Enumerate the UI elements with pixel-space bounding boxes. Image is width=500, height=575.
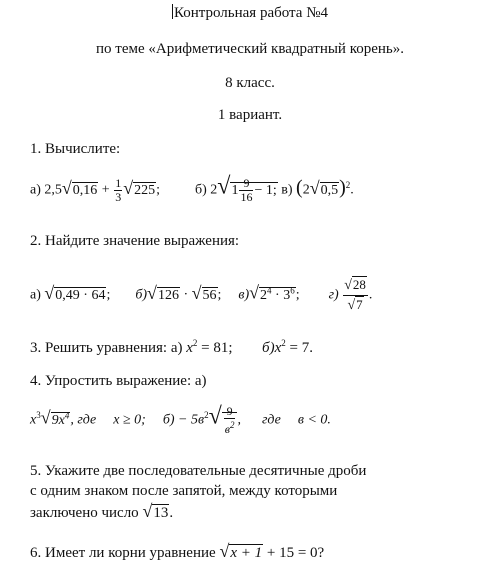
doc-topic: по теме «Арифметический квадратный корень». — [96, 41, 404, 57]
task1-c-rad: 0,5 — [320, 182, 339, 198]
task4-b-denpow: 2 — [229, 420, 235, 430]
task6-rest: + 15 = 0? — [263, 545, 325, 561]
task4-a-cond2: x ≥ 0; — [113, 412, 146, 428]
task2-d-den: 7 — [356, 297, 363, 312]
task2-d-prefix: г) — [328, 287, 339, 303]
task3-line — [30, 334, 313, 357]
task2-d-num: 28 — [352, 277, 366, 292]
task1-a-radical1: √0,16 — [61, 177, 98, 198]
task2-c-base1: 2 — [260, 287, 268, 303]
task1-b-prefix: б) — [194, 182, 207, 198]
task2-b-radical1: √126 — [147, 282, 179, 303]
task2-b-prefix: б) — [135, 287, 148, 303]
task2-c-radical: $√2^4 \cdot 3^6$ — [249, 282, 295, 303]
task1-a-end: ; — [156, 182, 160, 198]
task2-c-prefix: в) — [238, 287, 250, 303]
doc-title-text: Контрольная работа №4 — [173, 5, 329, 21]
task2-d-den-wrap — [343, 296, 368, 315]
task1-b-fraction — [239, 177, 253, 204]
task1-a-rad2: 225 — [134, 182, 156, 198]
task5-end: . — [169, 505, 174, 521]
task2-c-end: ; — [295, 287, 300, 303]
task2-a-end: ; — [106, 287, 111, 303]
task1-label: 1. Вычислите: — [30, 141, 121, 157]
doc-title — [0, 4, 500, 22]
task4-b-den-wrap — [224, 419, 236, 436]
task4-a-xpow: 3 — [36, 410, 41, 421]
doc-variant: 1 вариант. — [217, 107, 283, 123]
task2-d-num-wrap — [343, 276, 368, 296]
task5-line3-text: заключено число — [30, 505, 139, 521]
task4-a-cond: , где — [70, 412, 97, 428]
task4-b-cond2: в < 0. — [297, 412, 331, 428]
task1-c-pow: 2 — [345, 180, 351, 190]
task3-a-rhs: = 81; — [197, 340, 233, 356]
task1-a-coef: 2,5 — [44, 182, 62, 198]
task1-b-int: 1 — [231, 182, 239, 198]
task6-radical: √x + 1 — [219, 541, 263, 561]
task5-rad: 13 — [153, 505, 169, 521]
task1-c-coef: 2 — [302, 182, 310, 198]
task5-line1: 5. Укажите две последовательные десятичные дроби — [30, 463, 367, 479]
task2-c-exp2: 6 — [290, 285, 295, 296]
task4-b-radical: √ $\frac{9}{в^2}$ — [209, 405, 238, 436]
task2-d-end: . — [368, 287, 373, 303]
task2-b-end: ; — [217, 287, 222, 303]
task1-c-open: ( — [296, 176, 303, 199]
task4-b-prefix: б) − — [162, 412, 188, 428]
task6-label: 6. Имеет ли корни уравнение — [30, 545, 216, 561]
task2-a-radical: √0,49 · 64 — [44, 282, 106, 303]
task5-radical: √13 — [142, 501, 169, 521]
task5-line3 — [30, 502, 173, 522]
task5-line2: с одним знаком после запятой, между которыми — [30, 483, 338, 499]
task4-b-cond-where: где — [261, 412, 281, 428]
doc-grade: 8 класс. — [225, 75, 275, 91]
task2-label: 2. Найдите значение выражения: — [30, 233, 240, 249]
task2-a-rad: 0,49 · 64 — [55, 287, 106, 303]
task1-c-prefix: в) — [281, 182, 293, 198]
task2-b-dot: · — [183, 287, 189, 303]
task4-a-rad-arg — [51, 412, 71, 428]
task1-a-frac-num: 1 — [115, 175, 122, 190]
task3-b-prefix: б) — [262, 340, 275, 356]
task2-c-dot: · — [271, 287, 284, 303]
task1-b-frac-den: 16 — [240, 189, 253, 204]
task4-b-num: 9 — [224, 405, 236, 419]
task4-b-coefpow: 2 — [204, 410, 209, 421]
task4-b-den: в — [224, 422, 230, 436]
task1-b-frac-num: 9 — [239, 177, 253, 191]
task4-b-fraction — [224, 405, 236, 436]
task1-c-end: . — [350, 182, 354, 198]
task2-b-rad2: 56 — [202, 287, 217, 303]
task3-b-var: x — [274, 340, 282, 356]
task1-a-radical2: √225 — [123, 177, 156, 198]
task1-a-fraction — [114, 177, 122, 204]
task4-a-radpow: 4 — [64, 410, 70, 421]
task6-line — [30, 542, 324, 562]
task1-items — [30, 173, 354, 204]
task1-b-minus: − 1; — [254, 182, 277, 198]
task4-label: 4. Упростить выражение: а) — [30, 373, 207, 389]
task2-d-radical-den: √7 — [347, 297, 363, 313]
task1-c-radical: √0,5 — [309, 177, 339, 198]
task3-b-rhs: = 7. — [285, 340, 313, 356]
task3-a-pow: 2 — [192, 338, 198, 348]
task4-a-x: x — [30, 412, 37, 428]
task3-b-pow: 2 — [281, 338, 286, 348]
task4-b-rad-arg — [222, 404, 238, 436]
task2-items — [30, 276, 372, 315]
task1-b-rad-arg — [230, 175, 277, 204]
task1-a-frac-den: 3 — [115, 189, 122, 204]
task2-c-base2: 3 — [283, 287, 291, 303]
task3-label: 3. Решить уравнения: а) — [30, 340, 183, 356]
task2-b-rad1: 126 — [157, 287, 179, 303]
task2-d-radical-num: √28 — [344, 277, 366, 293]
text-cursor — [172, 4, 173, 19]
task1-b-radical: √1 $\frac{9}{16}$ − 1; — [217, 173, 277, 204]
task2-c-exp1: 4 — [267, 285, 272, 296]
task4-b-coef: 5в — [190, 412, 205, 428]
task1-a-prefix: а) — [30, 182, 41, 198]
task6-rad: x + 1 — [230, 545, 263, 561]
task2-b-radical2: √56 — [191, 282, 217, 303]
task2-d-fraction — [343, 276, 368, 315]
task3-a-var: x — [186, 340, 193, 356]
task4-a-radical: $√9x^4$ — [40, 407, 70, 428]
task2-c-rad-arg — [259, 287, 296, 303]
task1-a-rad1: 0,16 — [72, 182, 98, 198]
task4-items — [30, 405, 331, 436]
task4-a-rad: 9x — [51, 412, 65, 428]
task1-b-coef: 2 — [210, 182, 218, 198]
task4-b-cond: , — [237, 412, 241, 428]
task2-a-prefix: а) — [30, 287, 41, 303]
task1-c-close: ) — [339, 176, 346, 199]
task1-a-plus: + — [101, 182, 110, 198]
